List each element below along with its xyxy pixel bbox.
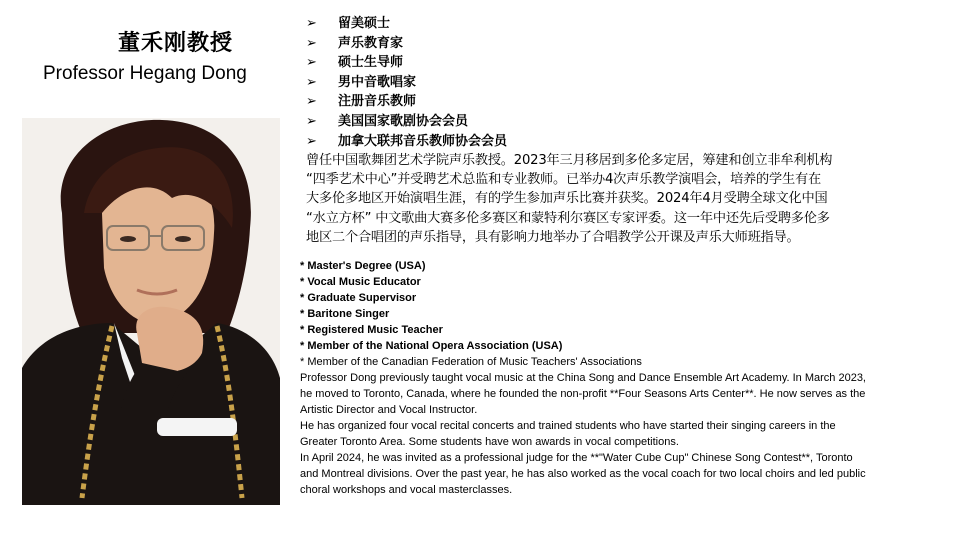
english-biography: Professor Dong previously taught vocal music at the China Song and Dance Ensemble Art Academy. In March 2023, he moved to Toronto, Canada, where he founded the non-profit **Four Seasons Arts Center**. He now serves as the Artistic Director and Vocal Instructor. He has organized four vocal recital concerts and trained students who have started their singing careers in the Greater Toronto Area. Some students have won awards in vocal competitions. In April 2024, he was invited as a professional judge for the **"Water Cube Cup" Chinese Song Contest**, Toronto and Montreal divisions. Over the past year, he has also worked as the vocal coach for two local choirs and led public choral workshops and vocal masterclasses. — [300, 372, 866, 496]
list-item: ➢ 硕士生导师 — [306, 53, 507, 73]
list-item: * Master's Degree (USA) — [300, 260, 426, 272]
chinese-biography: 曾任中国歌舞团艺术学院声乐教授。2023年三月移居到多伦多定居，筹建和创立非牟利机构 “四季艺术中心”并受聘艺术总监和专业教师。已举办4次声乐教学演唱会，培养的学生有在 大多伦多地区开始演唱生涯，有的学生参加声乐比赛并获奖。2024年4月受聘全球文化中国 “水立方杯” 中文歌曲大赛多伦多赛区和蒙特利尔赛区专家评委。这一年中还先后受聘多伦多 地区二个合唱团的声乐指导，具有影响力地举办了合唱教学公开课及声乐大师班指导。 — [306, 153, 833, 245]
list-item: ➢ 美国国家歌剧协会会员 — [306, 112, 507, 132]
chinese-titles-list — [306, 14, 507, 151]
list-item: ➢ 注册音乐教师 — [306, 92, 507, 112]
list-item: * Vocal Music Educator — [300, 276, 421, 288]
name-chinese: 董禾刚教授 — [118, 31, 234, 56]
list-item: * Graduate Supervisor — [300, 292, 417, 304]
portrait-photo — [22, 118, 280, 505]
list-item: * Member of the National Opera Association (USA) — [300, 340, 563, 352]
list-item: ➢ 加拿大联邦音乐教师协会会员 — [306, 132, 507, 152]
arrow-bullet-icon: ➢ — [306, 133, 317, 149]
english-titles-list — [300, 258, 642, 370]
list-item: ➢ 声乐教育家 — [306, 34, 507, 54]
arrow-bullet-icon: ➢ — [306, 16, 317, 31]
list-item: * Baritone Singer — [300, 308, 390, 320]
arrow-bullet-icon: ➢ — [306, 113, 317, 129]
arrow-bullet-icon: ➢ — [306, 74, 317, 90]
list-item: ➢ 留美硕士 — [306, 14, 507, 34]
list-item: ➢ 男中音歌唱家 — [306, 73, 507, 93]
arrow-bullet-icon: ➢ — [306, 35, 317, 51]
arrow-bullet-icon: ➢ — [306, 94, 317, 110]
name-english: Professor Hegang Dong — [43, 63, 247, 84]
arrow-bullet-icon: ➢ — [306, 55, 317, 71]
list-item: * Registered Music Teacher — [300, 324, 443, 336]
list-item: * Member of the Canadian Federation of Music Teachers' Associations — [300, 356, 642, 368]
